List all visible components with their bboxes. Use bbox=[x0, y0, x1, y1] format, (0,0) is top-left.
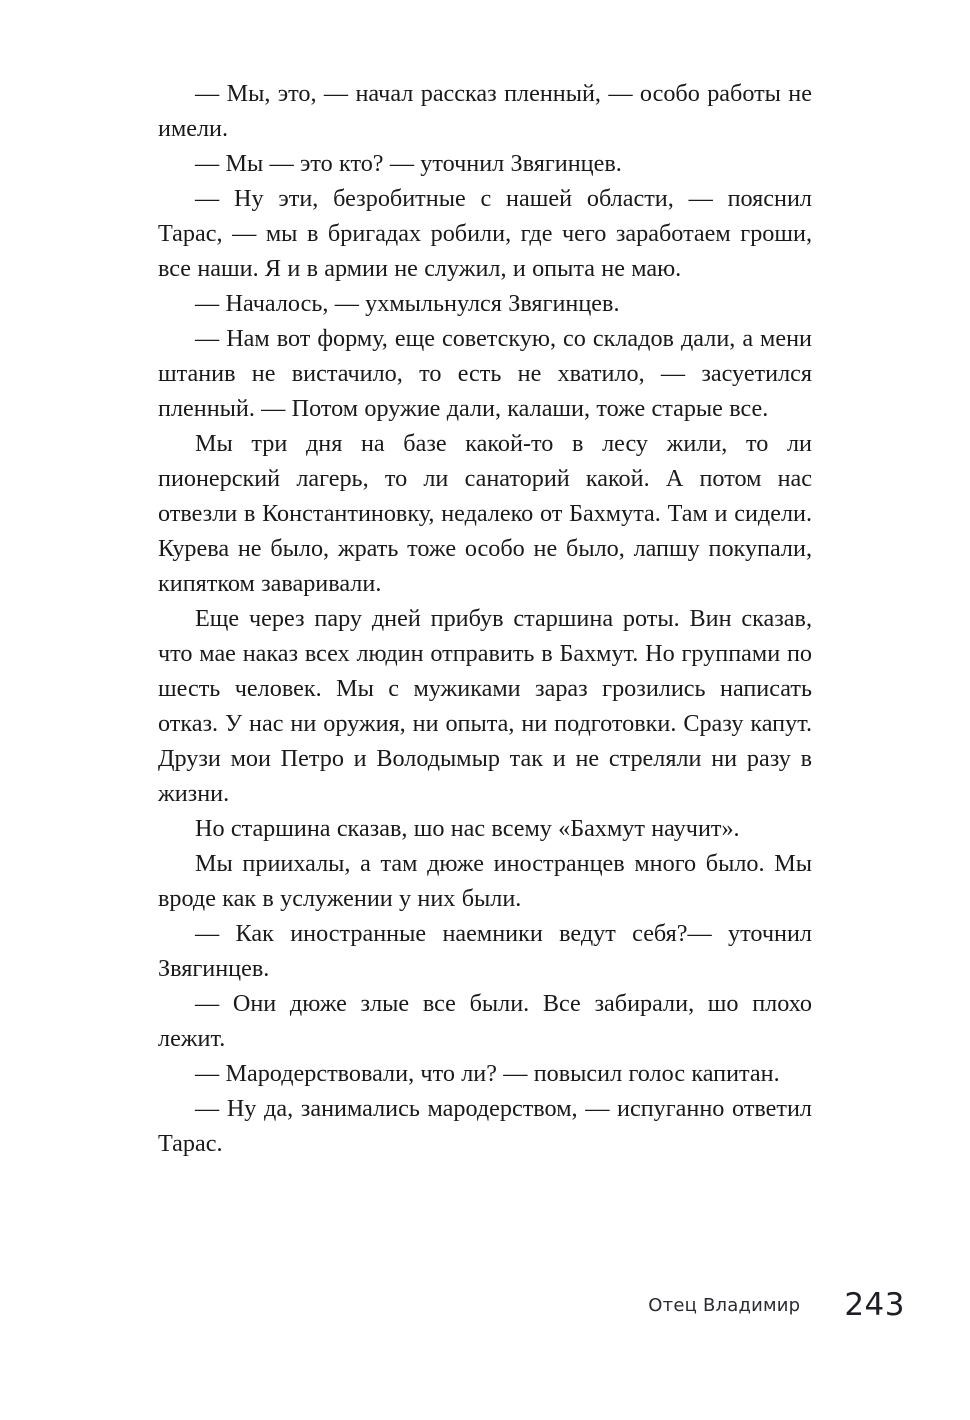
paragraph: — Началось, — ухмыльнулся Звягинцев. bbox=[195, 290, 620, 317]
body-text-column bbox=[158, 76, 812, 1161]
paragraph: — Мы, это, — начал рассказ пленный, — особо работы не имели. bbox=[158, 80, 812, 142]
paragraph: Но старшина сказав, шо нас всему «Бахмут научит». bbox=[195, 815, 740, 842]
running-title: Отец Владимир bbox=[648, 1295, 801, 1316]
paragraph: — Ну да, занимались мародерством, — испуганно ответил Тарас. bbox=[158, 1095, 812, 1157]
paragraph: Еще через пару дней прибув старшина роты. Вин сказав, что мае наказ всех людин отправить в Бахмут. Но группами по шесть человек. Мы с мужиками зараз грозились написать отказ. У нас ни оружия, ни опыта, ни подготовки. Сразу капут. Друзи мои Петро и Володымыр так и не стреляли ни разу в жизни. bbox=[158, 605, 812, 807]
paragraph: — Ну эти, безробитные с нашей области, — пояснил Тарас, — мы в бригадах робили, где чего заработаем гроши, все наши. Я и в армии не служил, и опыта не маю. bbox=[158, 185, 812, 282]
paragraph: — Нам вот форму, еще советскую, со складов дали, а мени штанив не вистачило, то есть не хватило, — засуетился пленный. — Потом оружие дали, калаши, тоже старые все. bbox=[158, 325, 812, 422]
page-number: 243 bbox=[844, 1287, 905, 1323]
paragraph: — Как иностранные наемники ведут себя?— уточнил Звягинцев. bbox=[158, 920, 812, 982]
paragraph: Мы приихалы, а там дюже иностранцев много было. Мы вроде как в услужении у них были. bbox=[158, 850, 812, 912]
paragraph: — Они дюже злые все были. Все забирали, шо плохо лежит. bbox=[158, 990, 812, 1052]
paragraph: — Мародерствовали, что ли? — повысил голос капитан. bbox=[195, 1060, 780, 1087]
page-footer bbox=[0, 1286, 905, 1323]
paragraph: — Мы — это кто? — уточнил Звягинцев. bbox=[195, 150, 622, 177]
paragraph: Мы три дня на базе какой-то в лесу жили, то ли пионерский лагерь, то ли санаторий какой. А потом нас отвезли в Константиновку, недалеко от Бахмута. Там и сидели. Курева не было, жрать тоже особо не было, лапшу покупали, кипятком заваривали. bbox=[158, 430, 812, 597]
